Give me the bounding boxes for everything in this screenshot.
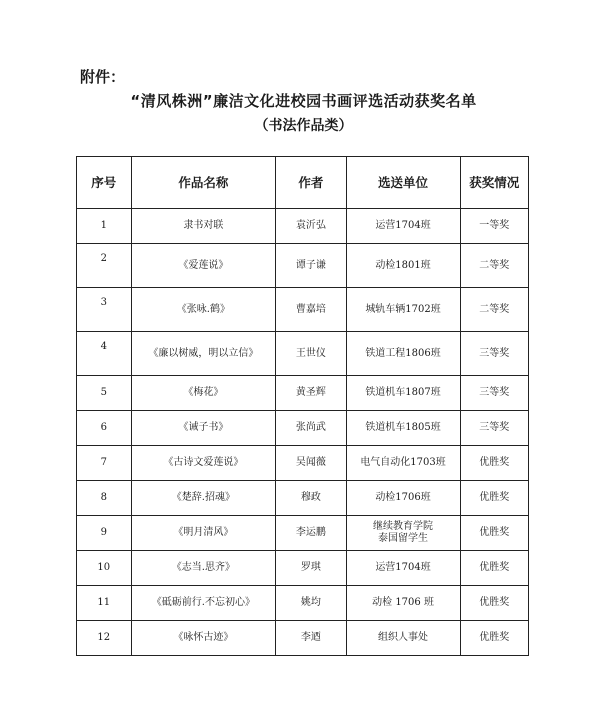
cell-number: 1 xyxy=(77,209,132,244)
cell-number: 12 xyxy=(77,621,132,656)
cell-unit: 电气自动化1703班 xyxy=(346,446,460,481)
table-row xyxy=(77,209,529,244)
cell-work-title: 《廉以树威，明以立信》 xyxy=(131,332,276,376)
cell-author: 穆政 xyxy=(276,481,346,516)
cell-work-title: 《古诗文爱莲说》 xyxy=(131,446,276,481)
cell-award: 优胜奖 xyxy=(460,621,528,656)
cell-number: 10 xyxy=(77,551,132,586)
column-header-number: 序号 xyxy=(77,157,132,209)
cell-award: 二等奖 xyxy=(460,244,528,288)
column-header-author: 作者 xyxy=(276,157,346,209)
table-row xyxy=(77,481,529,516)
cell-award: 优胜奖 xyxy=(460,516,528,551)
cell-work-title: 《爱莲说》 xyxy=(131,244,276,288)
cell-number: 4 xyxy=(77,332,132,376)
cell-award: 优胜奖 xyxy=(460,586,528,621)
table-row xyxy=(77,551,529,586)
cell-unit: 运营1704班 xyxy=(346,209,460,244)
cell-unit-line: 泰国留学生 xyxy=(378,533,429,544)
cell-unit: 铁道机车1807班 xyxy=(346,376,460,411)
cell-unit xyxy=(346,516,460,551)
cell-work-title: 《梅花》 xyxy=(131,376,276,411)
cell-number: 6 xyxy=(77,411,132,446)
cell-work-title: 《诫子书》 xyxy=(131,411,276,446)
table-row xyxy=(77,446,529,481)
cell-number: 7 xyxy=(77,446,132,481)
cell-award: 优胜奖 xyxy=(460,481,528,516)
cell-work-title: 《楚辞.招魂》 xyxy=(131,481,276,516)
cell-author: 姚均 xyxy=(276,586,346,621)
column-header-unit: 选送单位 xyxy=(346,157,460,209)
cell-author: 王世仪 xyxy=(276,332,346,376)
cell-award: 优胜奖 xyxy=(460,446,528,481)
column-header-award: 获奖情况 xyxy=(460,157,528,209)
cell-author: 曹嘉培 xyxy=(276,288,346,332)
table-row xyxy=(77,244,529,288)
cell-unit: 组织人事处 xyxy=(346,621,460,656)
cell-award: 一等奖 xyxy=(460,209,528,244)
table-row xyxy=(77,288,529,332)
table-row xyxy=(77,516,529,551)
cell-award: 三等奖 xyxy=(460,411,528,446)
document-subtitle: （书法作品类） xyxy=(254,118,353,134)
cell-unit-line: 继续教育学院 xyxy=(373,521,434,532)
cell-author: 吴闻薇 xyxy=(276,446,346,481)
cell-unit: 铁道机车1805班 xyxy=(346,411,460,446)
cell-number: 8 xyxy=(77,481,132,516)
table-row xyxy=(77,411,529,446)
cell-work-title: 《咏怀古迹》 xyxy=(131,621,276,656)
cell-work-title: 《明月清风》 xyxy=(131,516,276,551)
cell-author: 李运鹏 xyxy=(276,516,346,551)
cell-author: 罗琪 xyxy=(276,551,346,586)
cell-number: 2 xyxy=(77,244,132,288)
column-header-work: 作品名称 xyxy=(131,157,276,209)
cell-author: 黄圣辉 xyxy=(276,376,346,411)
cell-unit: 城轨车辆1702班 xyxy=(346,288,460,332)
cell-work-title: 隶书对联 xyxy=(131,209,276,244)
cell-unit: 动检1706班 xyxy=(346,481,460,516)
cell-author: 张尚武 xyxy=(276,411,346,446)
table-body xyxy=(77,209,529,656)
cell-award: 二等奖 xyxy=(460,288,528,332)
cell-unit: 动检 1706 班 xyxy=(346,586,460,621)
cell-award: 三等奖 xyxy=(460,332,528,376)
cell-work-title: 《张咏.鹤》 xyxy=(131,288,276,332)
cell-unit: 铁道工程1806班 xyxy=(346,332,460,376)
award-table xyxy=(76,156,529,656)
cell-unit: 动检1801班 xyxy=(346,244,460,288)
cell-award: 优胜奖 xyxy=(460,551,528,586)
cell-number: 5 xyxy=(77,376,132,411)
cell-unit: 运营1704班 xyxy=(346,551,460,586)
table-row xyxy=(77,586,529,621)
table-row xyxy=(77,376,529,411)
cell-award: 三等奖 xyxy=(460,376,528,411)
cell-author: 袁沂弘 xyxy=(276,209,346,244)
attachment-label: 附件： xyxy=(80,68,126,86)
document-title: “清风株洲”廉洁文化进校园书画评选活动获奖名单 xyxy=(130,92,477,110)
cell-number: 9 xyxy=(77,516,132,551)
table-row xyxy=(77,621,529,656)
cell-author: 谭子谦 xyxy=(276,244,346,288)
cell-author: 李迺 xyxy=(276,621,346,656)
table-row xyxy=(77,332,529,376)
cell-number: 11 xyxy=(77,586,132,621)
cell-work-title: 《砥砺前行.不忘初心》 xyxy=(131,586,276,621)
cell-work-title: 《志当.思齐》 xyxy=(131,551,276,586)
cell-number: 3 xyxy=(77,288,132,332)
table-header-row xyxy=(77,157,529,209)
